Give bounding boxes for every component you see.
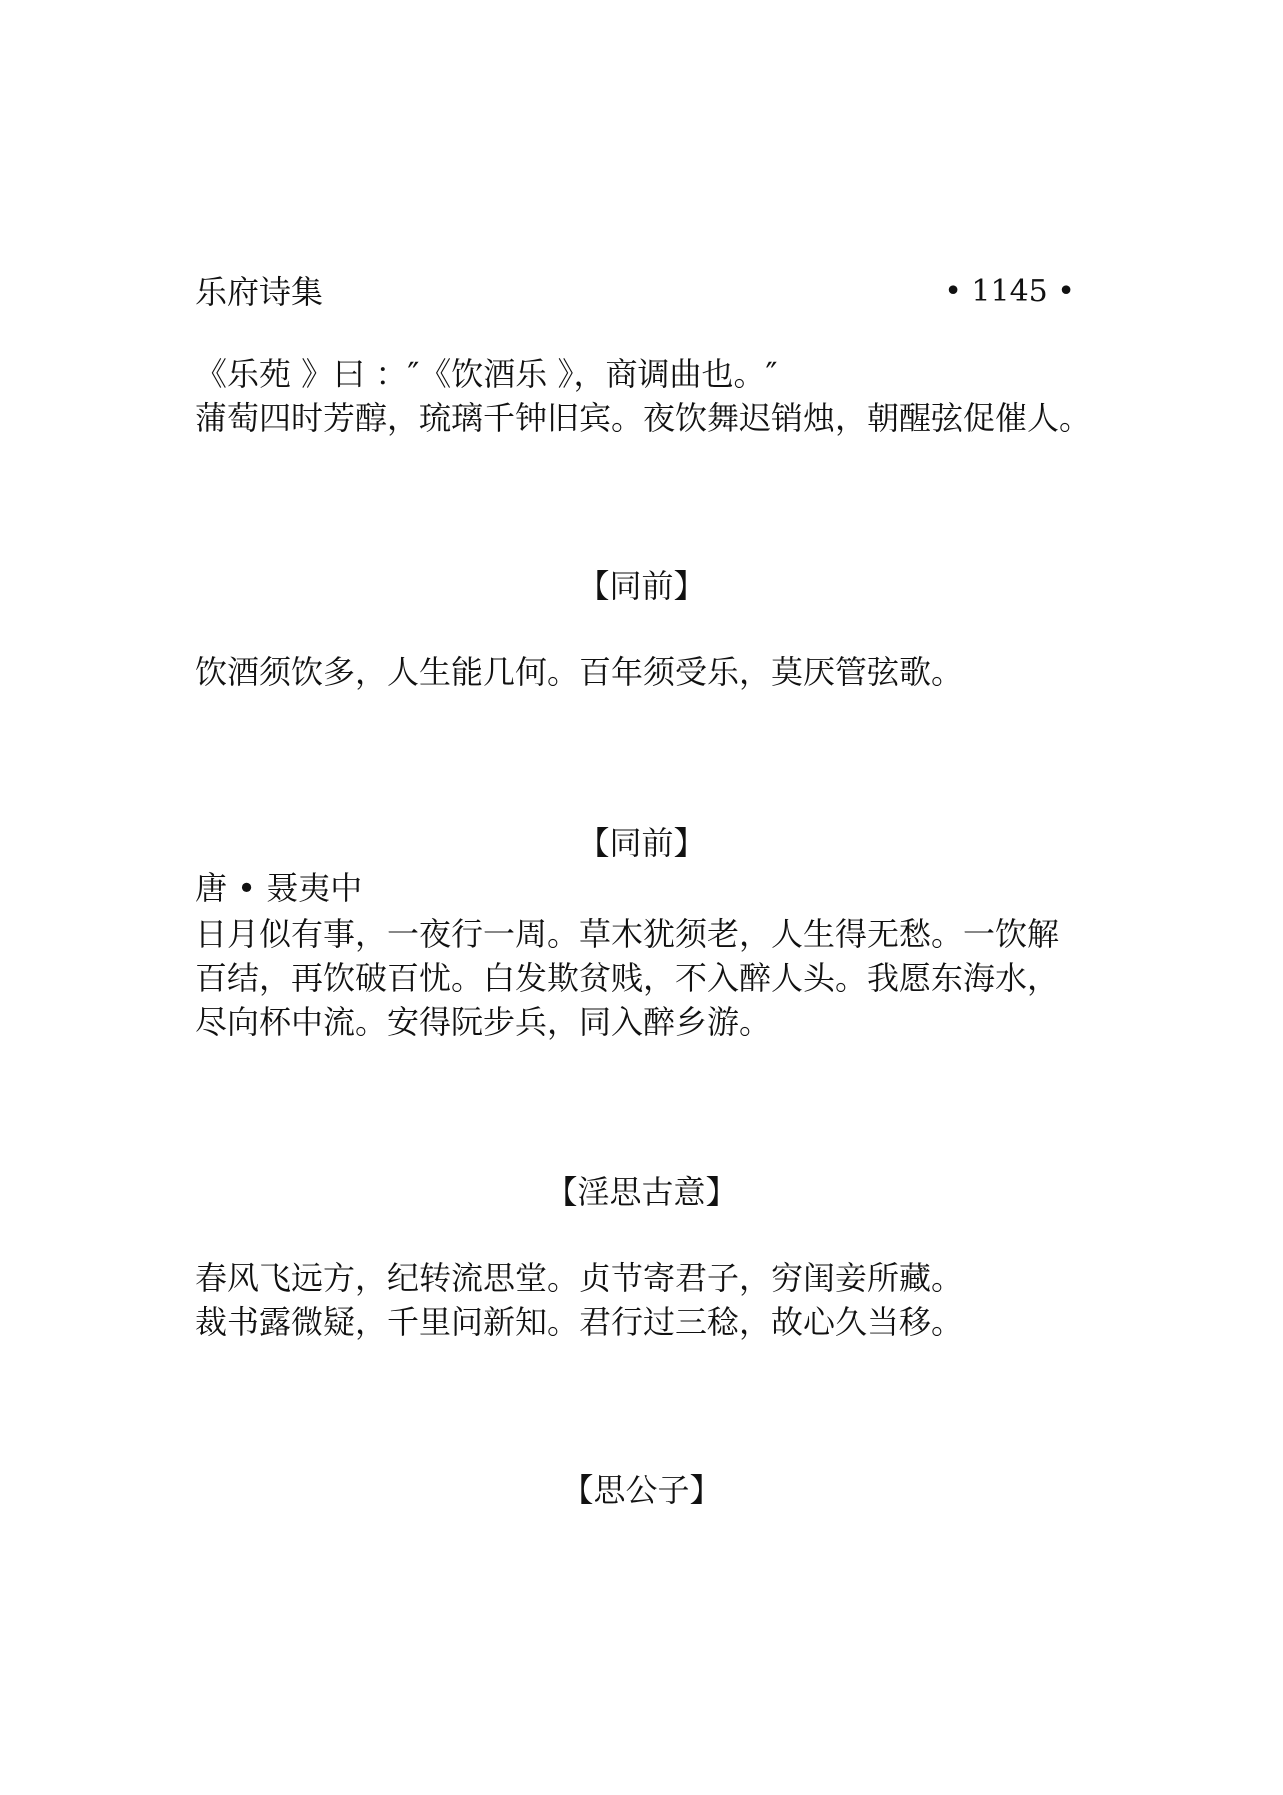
- poem-heading: 【同前】: [577, 824, 706, 862]
- poem-heading: 【淫思古意】: [545, 1173, 738, 1211]
- poem-line: 尽向杯中流。安得阮步兵，同入醉乡游。: [195, 1003, 772, 1041]
- poem-line: 饮酒须饮多，人生能几何。百年须受乐，莫厌管弦歌。: [195, 653, 964, 691]
- page-number: • 1145 •: [944, 274, 1075, 309]
- poem-line: 日月似有事，一夜行一周。草木犹须老，人生得无愁。一饮解: [195, 915, 1060, 953]
- poem-author: 唐 • 聂夷中: [195, 869, 363, 907]
- source-note: 《乐苑 》曰 ：″《饮酒乐 》，商调曲也。″: [195, 355, 778, 393]
- page-header: [195, 270, 1075, 314]
- poem-heading: 【思公子】: [561, 1471, 722, 1509]
- poem-line: 裁书露微疑，千里问新知。君行过三稔，故心久当移。: [195, 1303, 964, 1341]
- book-title: 乐府诗集: [195, 273, 324, 311]
- poem-heading: 【同前】: [577, 567, 706, 605]
- poem-line: 春风飞远方，纪转流思堂。贞节寄君子，穷闺妾所藏。: [195, 1259, 964, 1297]
- poem-line: 百结，再饮破百忧。白发欺贫贱，不入醉人头。我愿东海水，: [195, 959, 1060, 997]
- poem-line: 蒲萄四时芳醇，琉璃千钟旧宾。夜饮舞迟销烛，朝醒弦促催人。: [195, 399, 1092, 437]
